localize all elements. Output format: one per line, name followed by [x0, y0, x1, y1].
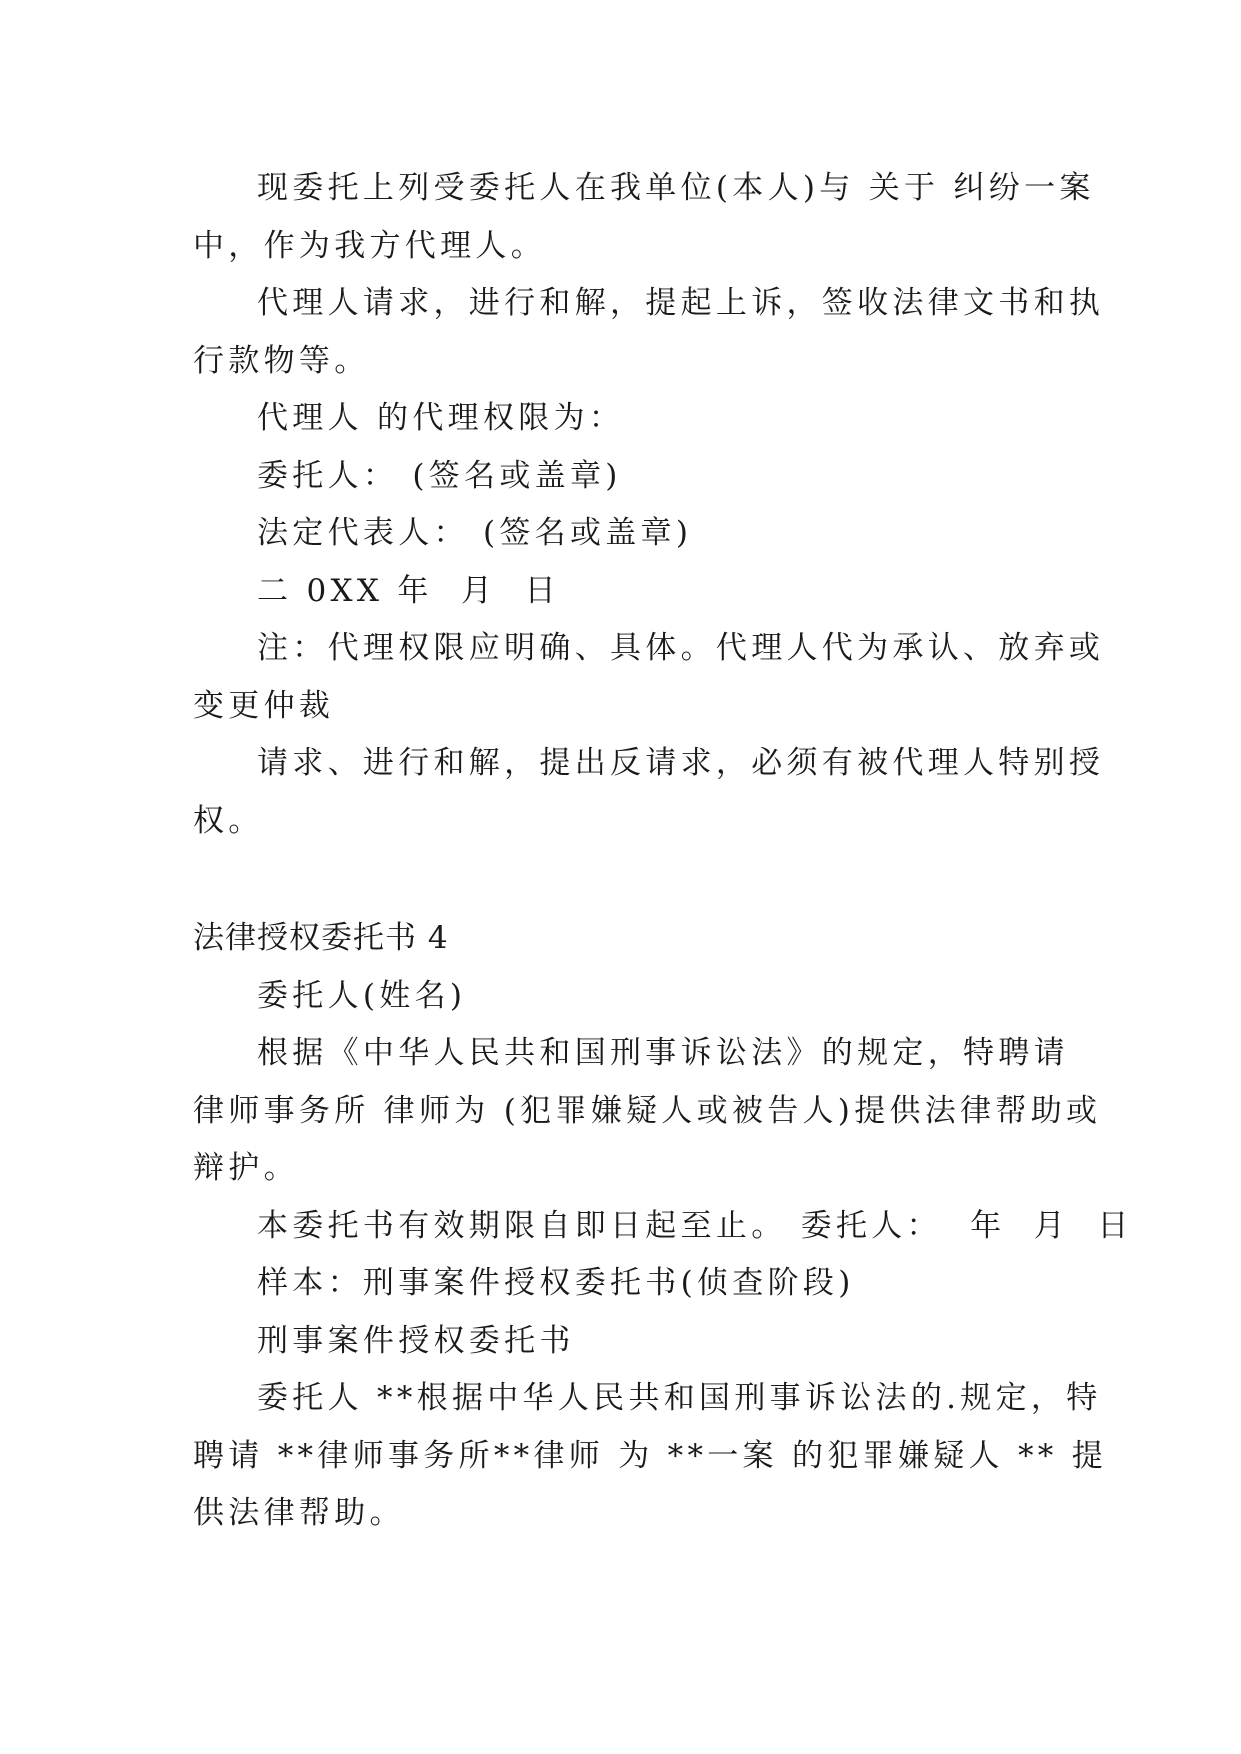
- paragraph-line: 代理人 的代理权限为：: [257, 400, 625, 436]
- paragraph-line: 请求、进行和解，提出反请求，必须有被代理人特别授: [257, 745, 1105, 781]
- paragraph-line: 现委托上列受委托人在我单位(本人)与 关于 纠纷一案: [257, 170, 1095, 206]
- paragraph-line: 刑事案件授权委托书: [257, 1323, 575, 1359]
- paragraph-line: 权。: [193, 803, 264, 839]
- paragraph-line: 辩护。: [193, 1150, 299, 1186]
- paragraph-line: 委托人 **根据中华人民共和国刑事诉讼法的.规定，特: [257, 1380, 1102, 1416]
- paragraph-line: 委托人： (签名或盖章): [257, 458, 622, 494]
- paragraph-line: 中，作为我方代理人。: [193, 228, 546, 264]
- paragraph-line: 注：代理权限应明确、具体。代理人代为承认、放弃或: [257, 630, 1105, 666]
- paragraph-line: 本委托书有效期限自即日起至止。 委托人： 年 月 日: [257, 1208, 1133, 1244]
- paragraph-line: 行款物等。: [193, 343, 370, 379]
- paragraph-line: 变更仲裁: [193, 688, 335, 724]
- paragraph-line: 委托人(姓名): [257, 978, 467, 1014]
- paragraph-line: 聘请 **律师事务所**律师 为 **一案 的犯罪嫌疑人 ** 提: [193, 1438, 1108, 1474]
- paragraph-line: 法定代表人： (签名或盖章): [257, 515, 693, 551]
- section-title: 法律授权委托书 4: [193, 920, 449, 956]
- paragraph-line: 代理人请求，进行和解，提起上诉，签收法律文书和执: [257, 285, 1105, 321]
- paragraph-line: 律师事务所 律师为 (犯罪嫌疑人或被告人)提供法律帮助或: [193, 1093, 1102, 1129]
- paragraph-line: 供法律帮助。: [193, 1495, 405, 1531]
- paragraph-line: 样本：刑事案件授权委托书(侦查阶段): [257, 1265, 855, 1301]
- paragraph-line: 根据《中华人民共和国刑事诉讼法》的规定，特聘请: [257, 1035, 1069, 1071]
- paragraph-line: 二 0XX 年 月 日: [257, 573, 560, 609]
